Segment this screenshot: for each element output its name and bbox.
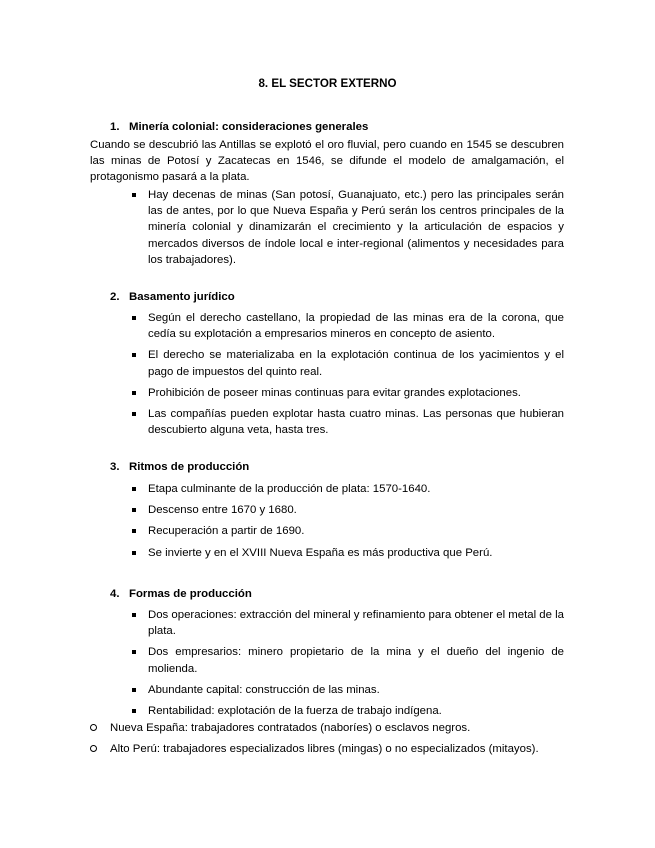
list-item [130,545,564,561]
list-item [130,481,564,497]
square-bullet-icon [132,508,136,512]
section-1-heading [110,119,368,135]
list-item-text: Rentabilidad: explotación de la fuerza de trabajo indígena. [148,705,442,718]
section-1-title: Minería colonial: consideraciones generales [129,121,369,133]
list-item [130,703,564,719]
list-item-text: Las compañías pueden explotar hasta cuatro minas. Las personas que hubieran descubierto alguna veta, hasta tres. [148,408,564,437]
section-2-heading [110,289,235,305]
list-item [130,607,564,639]
list-item-text: Nueva España: trabajadores contratados (naboríes) o esclavos negros. [110,722,471,734]
section-1-number: 1. [110,121,120,133]
section-4-heading [110,586,252,602]
list-item-text: Etapa culminante de la producción de plata: 1570-1640. [148,483,431,495]
list-item-text: Según el derecho castellano, la propiedad de las minas era de la corona, que cedía su explotación a empresarios mineros en concepto de asiento. [148,312,564,341]
section-2-title: Basamento jurídico [129,291,235,303]
list-item [130,187,564,268]
list-item [130,682,564,698]
section-3-number: 3. [110,461,120,473]
section-4-bullet-list [130,607,564,719]
list-item [90,720,564,736]
list-item [130,523,564,539]
square-bullet-icon [132,316,136,320]
document-title: 8. EL SECTOR EXTERNO [258,77,397,90]
list-item-text: Abundante capital: construcción de las minas. [148,683,380,696]
list-item [90,741,564,757]
list-item [130,310,564,342]
square-bullet-icon [132,391,136,395]
square-bullet-icon [132,353,136,357]
section-1-paragraph: Cuando se descubrió las Antillas se explotó el oro fluvial, pero cuando en 1545 se descubren las minas de Potosí y Zacatecas en 1546, se difunde el modelo de amalgamación, el protagonismo pasará a la plata. [90,139,564,184]
list-item [130,502,564,518]
list-item-text: Dos operaciones: extracción del mineral y refinamiento para obtener el metal de la plata. [148,609,564,638]
list-item-text: Hay decenas de minas (San potosí, Guanajuato, etc.) pero las principales serán las de antes, por lo que Nueva España y Perú serán los centros principales de la minería colonial y dinamizarán el crecimiento y la articulación de espacios y mercados diversos de índole local e inter-regional (alimentos y necesidades para los trabajadores). [148,189,564,266]
square-bullet-icon [132,551,136,555]
list-item [130,347,564,379]
square-bullet-icon [132,709,136,713]
section-1-bullet-list [130,187,564,268]
list-item-text: Se invierte y en el XVIII Nueva España es más productiva que Perú. [148,546,493,559]
list-item-text: Recuperación a partir de 1690. [148,525,305,538]
list-item-text: Prohibición de poseer minas continuas para evitar grandes explotaciones. [148,386,521,399]
section-3-title: Ritmos de producción [129,461,250,473]
square-bullet-icon [132,193,136,197]
list-item-text: Alto Perú: trabajadores especializados libres (mingas) o no especializados (mitayos). [110,743,539,756]
section-2-number: 2. [110,291,120,303]
list-item [130,644,564,676]
square-bullet-icon [132,688,136,692]
list-item [130,385,564,401]
section-4-sub-list [90,720,564,757]
section-4-number: 4. [110,588,120,600]
circle-bullet-icon [90,745,97,752]
section-3-bullet-list [130,481,564,561]
section-4-title: Formas de producción [129,588,252,600]
list-item-text: El derecho se materializaba en la explotación continua de los yacimientos y el pago de impuestos del quinto real. [148,349,564,378]
list-item [130,406,564,438]
section-2-bullet-list [130,310,564,438]
square-bullet-icon [132,412,136,416]
square-bullet-icon [132,487,136,491]
square-bullet-icon [132,613,136,617]
section-3-heading [110,459,249,475]
list-item-text: Descenso entre 1670 y 1680. [148,504,297,517]
list-item-text: Dos empresarios: minero propietario de la mina y el dueño del ingenio de molienda. [148,646,564,675]
square-bullet-icon [132,529,136,533]
circle-bullet-icon [90,724,97,731]
square-bullet-icon [132,650,136,654]
